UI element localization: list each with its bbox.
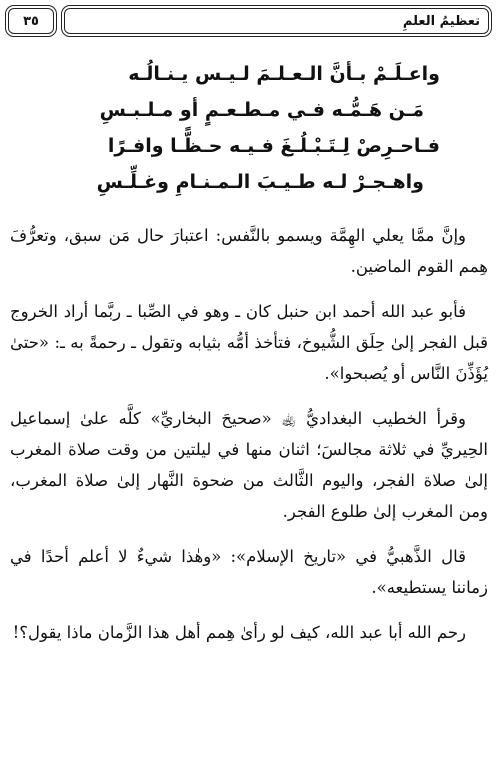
paragraph: وإنَّ ممَّا يعلي الهِمَّة ويسمو بالنَّفس: اعتبارَ حال مَن سبق، وتعرُّفَ هِمم القوم الماضين. xyxy=(10,226,488,276)
paragraph: رحم الله أبا عبد الله، كيف لو رأىٰ هِمم أهل هذا الزَّمان ماذا يقول؟! xyxy=(12,623,466,642)
poem xyxy=(20,56,440,200)
paragraph: قال الذَّهبيُّ في «تاريخ الإسلام»: «وهٰذا شيءٌ لا أعلم أحدًا في زماننا يستطيعه». xyxy=(10,547,488,597)
poem-verse: واهـجـرْ لـه طـيـبَ الـمـنـامِ وغـلِّـسِ xyxy=(96,171,424,193)
running-title: تعظيمُ العلمِ xyxy=(402,13,480,29)
paragraph: وقرأ الخطيب البغداديُّ ﵀ «صحيحَ البخاريِّ» كلَّه علىٰ إسماعيل الحِيريِّ في ثلاثة مجالسَ؛ اثنان منها في ليلتين من وقت صلاة المغرب إلىٰ صلاة الفجر، واليوم الثَّالث من ضحوة النَّهار إلىٰ صلاة المغرب، ومن المغرب إلىٰ طلوع الفجر. xyxy=(10,409,488,521)
paragraph: فأبو عبد الله أحمد ابن حنبل كان ـ وهو في الصِّبا ـ ربَّما أراد الخروج قبل الفجر إلىٰ حِلَق الشُّيوخ، فتأخذ أمُّه بثيابه وتقول ـ رحمةً به ـ: «حتىٰ يُؤَذِّنَ النَّاس أو يُصبحوا». xyxy=(10,302,488,383)
page-number: ٣٥ xyxy=(23,13,39,29)
body-text xyxy=(10,220,488,662)
page-header xyxy=(5,8,492,36)
poem-verse: فـاحـرِصْ لِـتَـبْـلُـغَ فـيـه حـظًّـا وافـرًا xyxy=(107,135,440,157)
page-number-box xyxy=(8,8,54,34)
running-title-box xyxy=(64,8,489,34)
poem-verse: واعـلَـمْ بـأنَّ الـعـلـمَ لـيـس يـنـالُـه xyxy=(128,63,440,85)
poem-verse: مَـن هَـمُّـه فـي مـطـعـمٍ أو مـلـبـسِ xyxy=(99,99,424,121)
